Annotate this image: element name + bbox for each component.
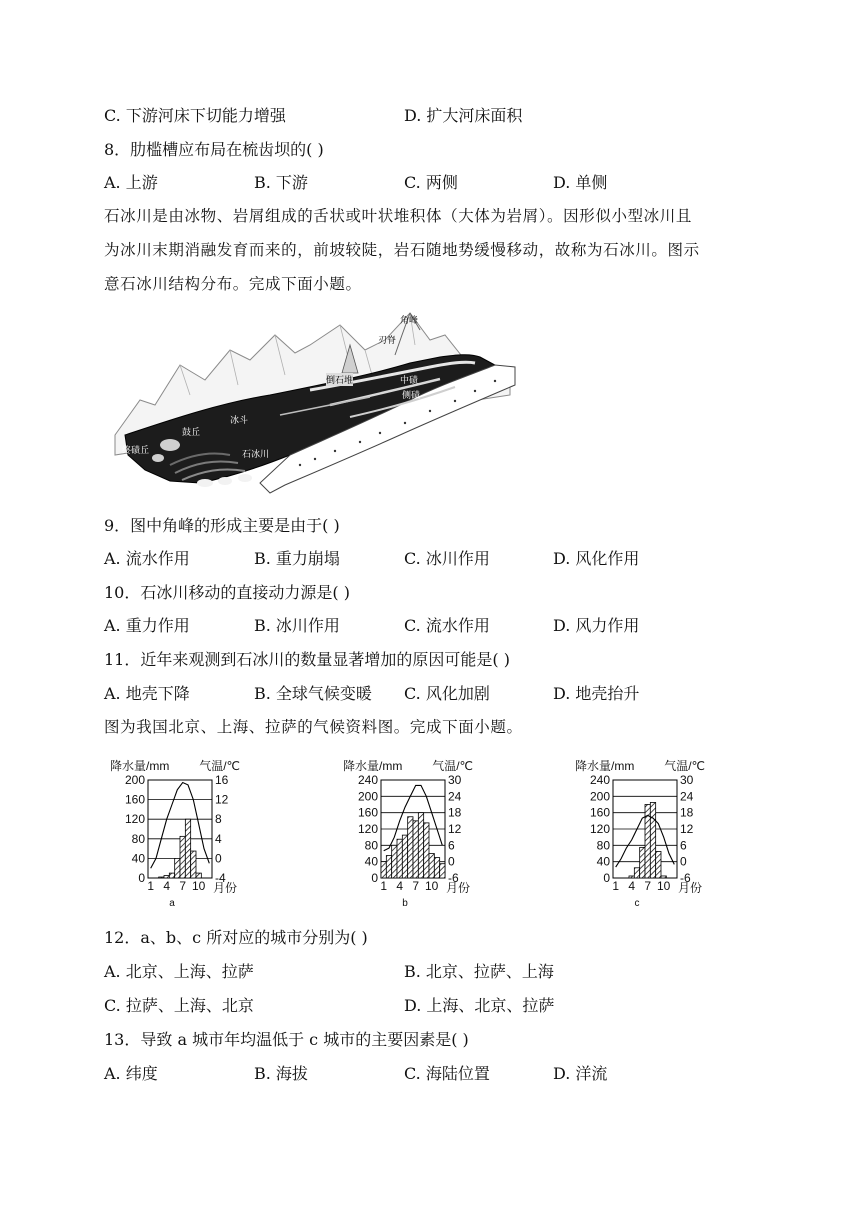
chart-b-bar (381, 862, 386, 878)
chart-a-bar (175, 858, 180, 878)
chart-b-bar (397, 839, 402, 878)
chart-b-right-tick: 6 (448, 838, 455, 853)
chart-c-xlabel: 月份 (678, 881, 703, 895)
climate-charts (100, 752, 740, 917)
chart-a-bar (180, 836, 185, 878)
q9-option-b: B. 重力崩塌 (254, 549, 340, 568)
chart-c-x-tick: 10 (656, 879, 671, 893)
chart-c-bar (656, 851, 661, 878)
chart-b-x-tick: 4 (396, 879, 404, 893)
q10-option-d: D. 风力作用 (553, 616, 640, 635)
chart-c-left-tick: 40 (596, 854, 610, 869)
chart-c-right-tick: 0 (680, 854, 687, 869)
chart-a-right-tick: 0 (215, 851, 222, 866)
chart-b-panel-label: b (402, 898, 408, 909)
chart-a-bar (196, 873, 201, 878)
q8-stem: 8．肋槛槽应布局在梳齿坝的( ) (104, 140, 324, 159)
chart-a-precip-label: 降水量/mm (110, 759, 170, 773)
chart-b-left-tick: 200 (357, 789, 378, 804)
chart-c-precip-label: 降水量/mm (575, 759, 635, 773)
chart-a-right-tick: 16 (215, 773, 229, 787)
chart-a-right-tick: 4 (215, 831, 222, 846)
chart-c-right-tick: 18 (680, 805, 694, 820)
label-medial-moraine: 中碛 (400, 375, 419, 385)
chart-b-bar (408, 817, 413, 878)
chart-b-right-tick: 0 (448, 854, 455, 869)
q10-option-b: B. 冰川作用 (254, 616, 340, 635)
q11-option-a: A. 地壳下降 (104, 684, 190, 703)
passage1-line-2: 为冰川末期消融发育而来的，前坡较陡，岩石随地势缓慢移动，故称为石冰川。图示 (104, 241, 700, 259)
chart-a-x-tick: 1 (147, 879, 155, 893)
chart-c-bar (634, 868, 639, 878)
rock-glacier-illustration (110, 305, 520, 500)
chart-c-left-tick: 120 (589, 822, 610, 836)
passage2: 图为我国北京、上海、拉萨的气候资料图。完成下面小题。 (104, 718, 523, 736)
q11-option-c: C. 风化加剧 (404, 684, 490, 703)
chart-a-right-tick: -4 (215, 871, 226, 885)
q13-option-c: C. 海陆位置 (404, 1064, 490, 1083)
chart-c-temp-label: 气温/℃ (664, 759, 705, 773)
chart-b-right-tick: 12 (448, 822, 462, 836)
label-lateral-moraine: 侧碛 (402, 390, 421, 400)
chart-b-bar (392, 845, 397, 878)
chart-b-xlabel: 月份 (446, 881, 471, 895)
q13-stem: 13．导致 a 城市年均温低于 c 城市的主要因素是( ) (104, 1030, 469, 1049)
q9-option-a: A. 流水作用 (104, 549, 190, 568)
chart-c-bar (629, 876, 634, 878)
chart-a-left-tick: 120 (124, 812, 145, 827)
chart-b-left-tick: 0 (371, 871, 378, 885)
q8-option-a: A. 上游 (104, 173, 158, 192)
label-cirque: 冰斗 (230, 415, 249, 425)
chart-c-left-tick: 240 (589, 773, 610, 787)
passage1-line-1: 石冰川是由冰物、岩屑组成的舌状或叶状堆积体（大体为岩屑）。因形似小型冰川且 (104, 207, 692, 225)
q13-option-b: B. 海拔 (254, 1064, 308, 1083)
chart-a-xlabel: 月份 (213, 881, 238, 895)
chart-c-right-tick: 12 (680, 822, 694, 836)
chart-b-x-tick: 1 (380, 879, 388, 893)
q7-option-c: C. 下游河床下切能力增强 (104, 106, 286, 125)
label-arete: 刃脊 (378, 335, 397, 345)
q8-option-c: C. 两侧 (404, 173, 458, 192)
chart-b-left-tick: 120 (357, 822, 378, 836)
chart-c-bar (640, 847, 645, 878)
q13-option-a: A. 纬度 (104, 1064, 158, 1083)
q12-option-d: D. 上海、北京、拉萨 (404, 996, 555, 1015)
chart-a-right-tick: 12 (215, 792, 229, 807)
chart-c-right-tick: 24 (680, 789, 694, 804)
chart-c-left-tick: 0 (603, 871, 610, 885)
chart-b-left-tick: 160 (357, 805, 378, 820)
label-horn: 角峰 (400, 315, 419, 325)
chart-a-bar (159, 877, 164, 878)
chart-a-left-tick: 80 (131, 831, 145, 846)
q11-option-d: D. 地壳抬升 (553, 684, 640, 703)
chart-b-temp-label: 气温/℃ (432, 759, 473, 773)
label-talus: 倒石堆 (326, 375, 354, 385)
label-terminal-moraine: 终碛丘 (122, 445, 150, 455)
q11-stem: 11．近年来观测到石冰川的数量显著增加的原因可能是( ) (104, 650, 510, 669)
label-rock-glacier: 石冰川 (242, 449, 270, 459)
q8-option-d: D. 单侧 (553, 173, 608, 192)
chart-b-right-tick: 24 (448, 789, 462, 804)
chart-b-right-tick: 18 (448, 805, 462, 820)
q12-option-c: C. 拉萨、上海、北京 (104, 996, 254, 1015)
rock-glacier-figure (110, 305, 520, 500)
chart-a-left-tick: 0 (138, 871, 145, 885)
chart-b-bar (413, 821, 418, 878)
chart-c-panel-label: c (634, 898, 640, 909)
chart-c-left-tick: 200 (589, 789, 610, 804)
chart-a-left-tick: 200 (124, 773, 145, 787)
chart-a-bar (169, 873, 174, 878)
q8-option-b: B. 下游 (254, 173, 308, 192)
label-drumlin: 鼓丘 (182, 427, 201, 437)
chart-b-left-tick: 40 (364, 854, 378, 869)
chart-b-left-tick: 80 (364, 838, 378, 853)
q10-option-a: A. 重力作用 (104, 616, 190, 635)
chart-c-right-tick: 30 (680, 773, 694, 787)
passage1-line-3: 意石冰川结构分布。完成下面小题。 (104, 275, 362, 293)
chart-b-bar (434, 858, 439, 878)
chart-a-x-tick: 7 (179, 879, 187, 893)
chart-b-right-tick: 30 (448, 773, 462, 787)
chart-b-bar (386, 856, 391, 878)
q10-stem: 10．石冰川移动的直接动力源是( ) (104, 583, 350, 602)
chart-b-precip-label: 降水量/mm (343, 759, 403, 773)
chart-a-bar (185, 819, 190, 878)
chart-b-bar (402, 835, 407, 878)
chart-a-temp-label: 气温/℃ (199, 759, 240, 773)
chart-c-x-tick: 7 (644, 879, 652, 893)
chart-a-bar (191, 851, 196, 878)
chart-a-bar (164, 876, 169, 878)
chart-c-x-tick: 4 (628, 879, 636, 893)
chart-b-bar (418, 813, 423, 878)
chart-b-bar (429, 854, 434, 879)
q9-stem: 9．图中角峰的形成主要是由于( ) (104, 516, 340, 535)
q12-stem: 12．a、b、c 所对应的城市分别为( ) (104, 928, 368, 947)
q9-option-c: C. 冰川作用 (404, 549, 490, 568)
chart-b-bar (440, 864, 445, 878)
q12-option-a: A. 北京、上海、拉萨 (104, 962, 254, 981)
chart-b-x-tick: 10 (424, 879, 439, 893)
chart-a-x-tick: 10 (191, 879, 206, 893)
chart-a-left-tick: 40 (131, 851, 145, 866)
chart-b-left-tick: 240 (357, 773, 378, 787)
chart-a-left-tick: 160 (124, 792, 145, 807)
q7-option-d: D. 扩大河床面积 (404, 106, 523, 125)
chart-c-x-tick: 1 (612, 879, 620, 893)
q9-option-d: D. 风化作用 (553, 549, 640, 568)
chart-b-right-tick: -6 (448, 871, 459, 885)
chart-b-x-tick: 7 (412, 879, 420, 893)
q10-option-c: C. 流水作用 (404, 616, 490, 635)
chart-a-right-tick: 8 (215, 812, 222, 827)
chart-a-panel-label: a (169, 898, 175, 909)
q11-option-b: B. 全球气候变暖 (254, 684, 372, 703)
q12-option-b: B. 北京、拉萨、上海 (404, 962, 554, 981)
chart-b-bar (424, 823, 429, 878)
chart-c-left-tick: 160 (589, 805, 610, 820)
chart-c-right-tick: -6 (680, 871, 691, 885)
chart-c-right-tick: 6 (680, 838, 687, 853)
chart-a-x-tick: 4 (163, 879, 171, 893)
chart-c-left-tick: 80 (596, 838, 610, 853)
q13-option-d: D. 洋流 (553, 1064, 608, 1083)
chart-c-bar (650, 802, 655, 878)
chart-c-bar (661, 876, 666, 878)
